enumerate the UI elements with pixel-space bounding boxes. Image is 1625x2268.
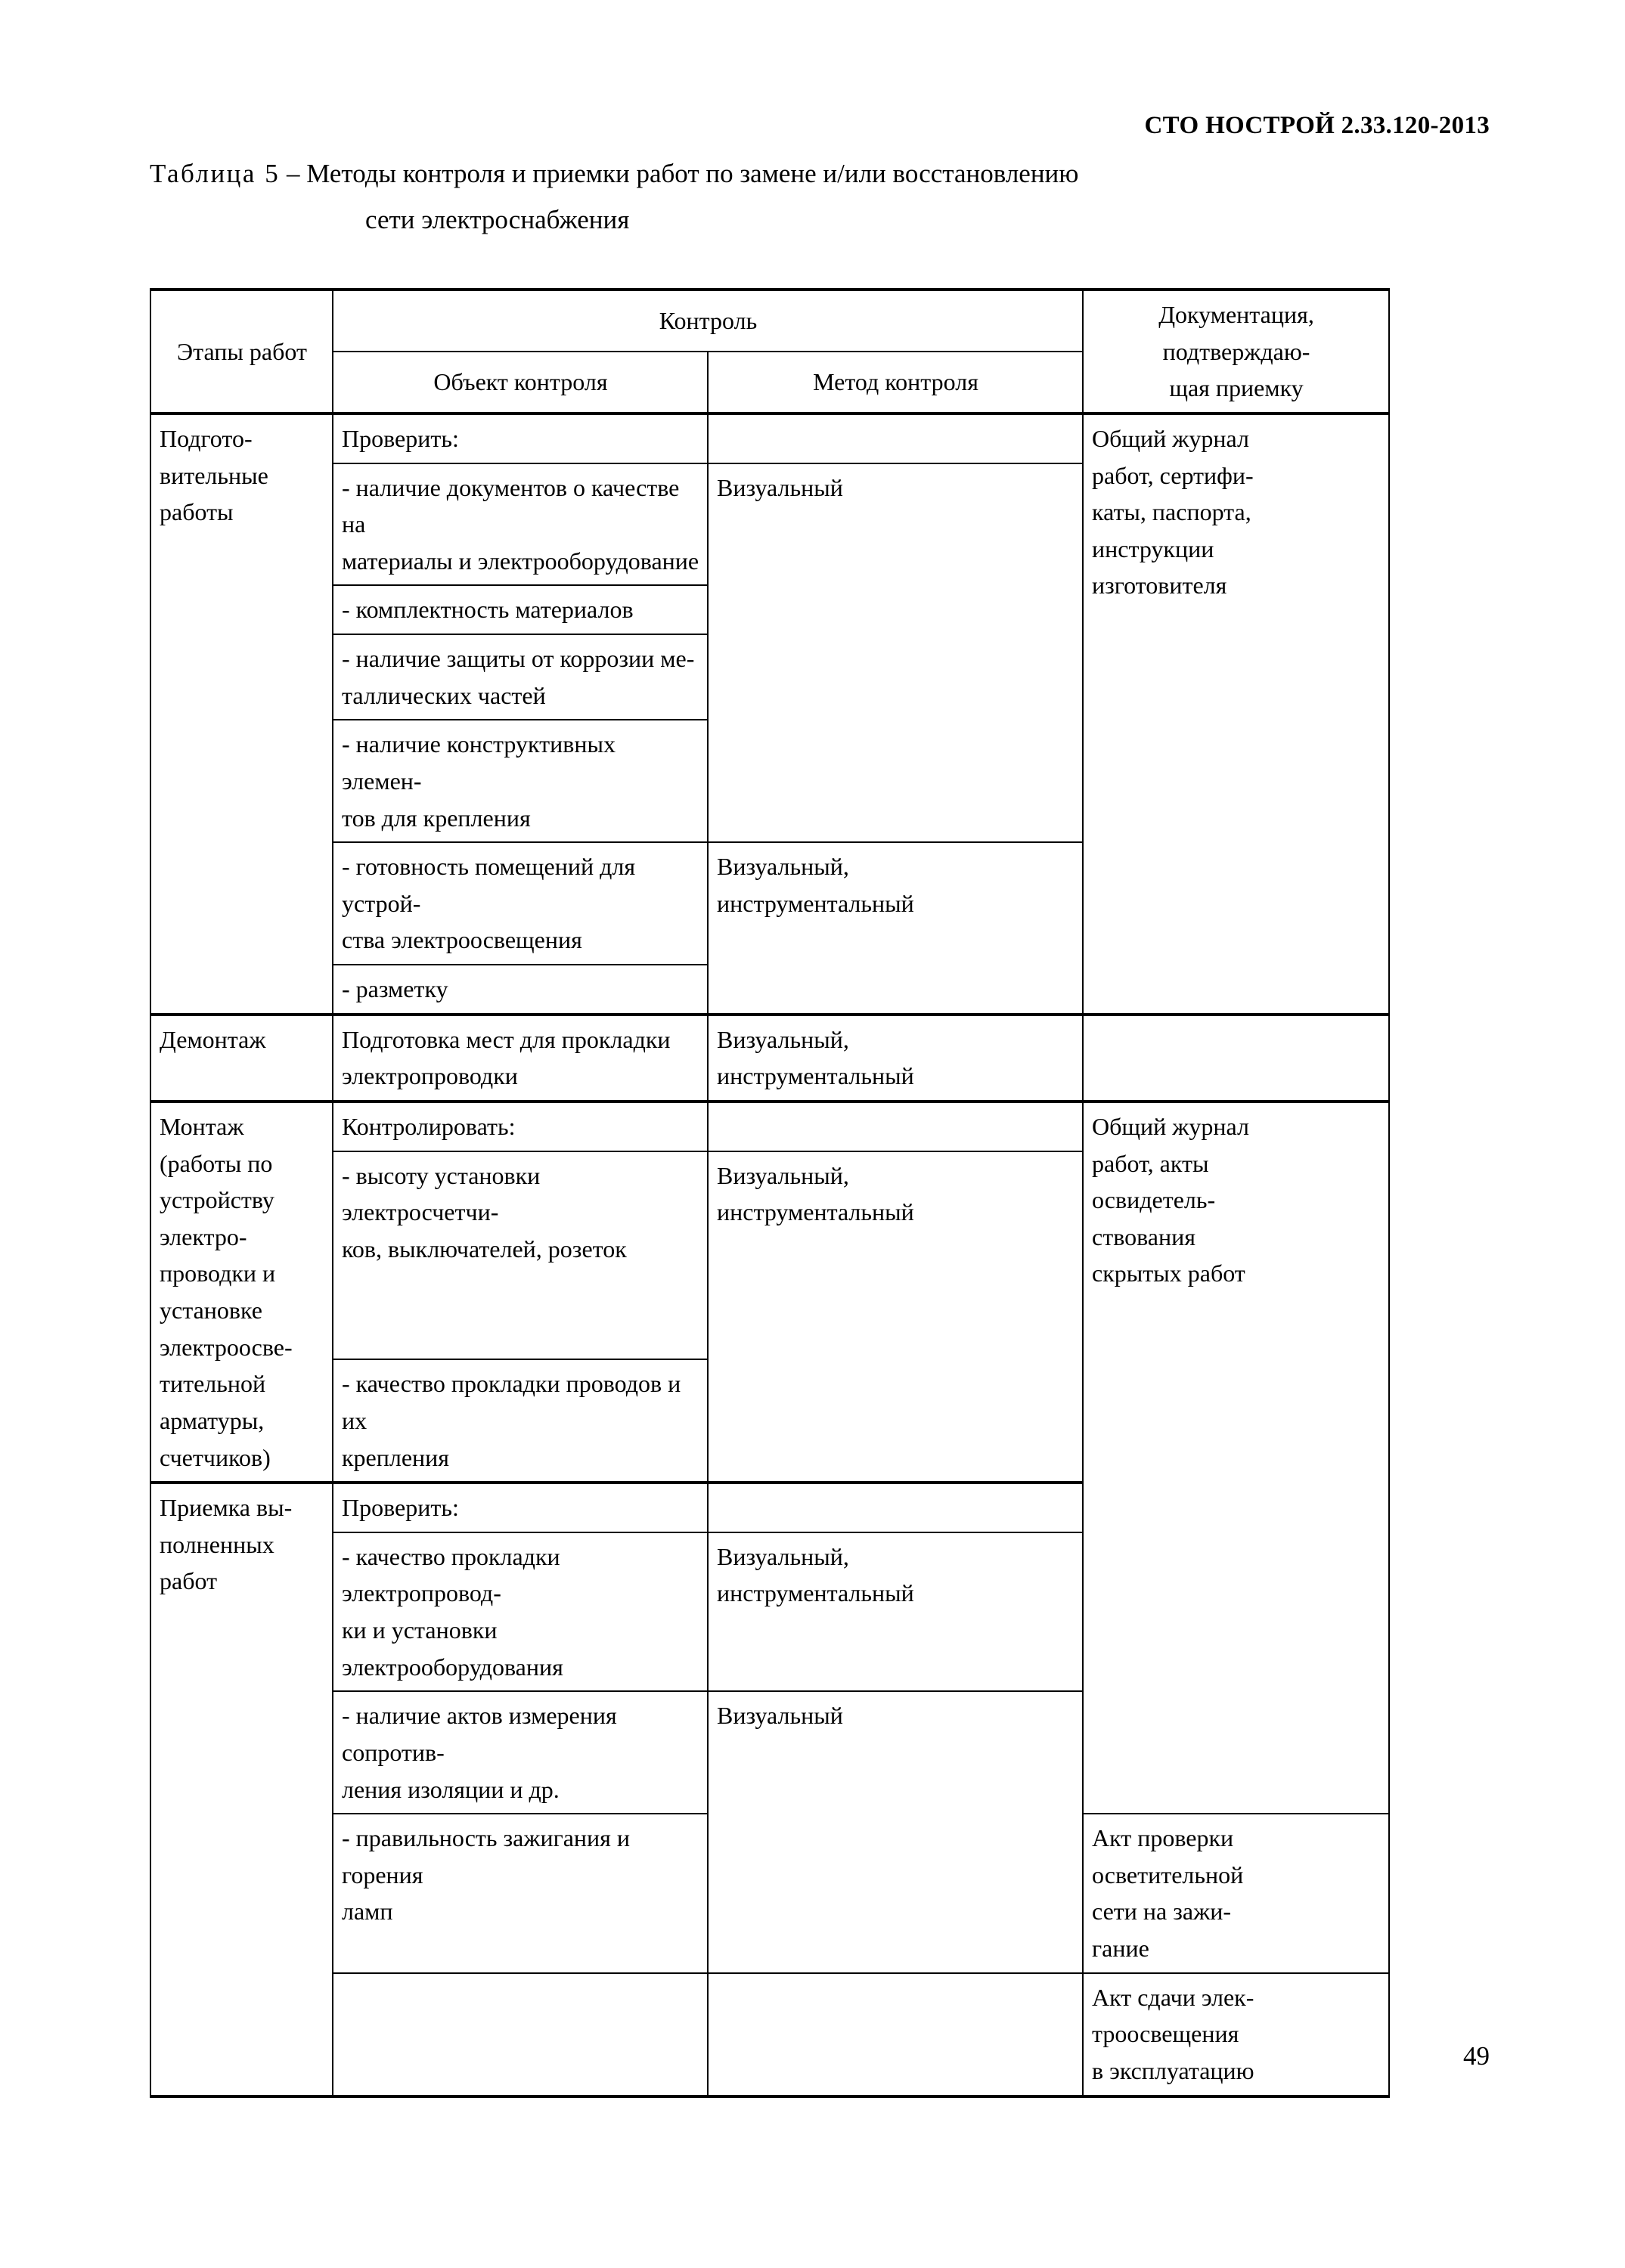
table-row bbox=[150, 1015, 1389, 1101]
cell-object: - наличие документов о качестве на материалы и электрооборудование bbox=[333, 463, 708, 586]
header-row-1 bbox=[150, 290, 1389, 352]
cell-method: Визуальный bbox=[708, 463, 1083, 843]
cell-stage: Демонтаж bbox=[150, 1015, 333, 1101]
cell-object: Контролировать: bbox=[333, 1101, 708, 1151]
table-caption bbox=[150, 160, 1511, 233]
cell-stage: Монтаж (работы по устройству электро- проводки и установке электроосве- тительной арматуры, счетчиков) bbox=[150, 1101, 333, 1483]
cell-object: - качество прокладки проводов и их крепления bbox=[333, 1359, 708, 1483]
cell-doc: Акт сдачи элек- троосвещения в эксплуатацию bbox=[1083, 1973, 1389, 2096]
cell-method bbox=[708, 1483, 1083, 1532]
cell-object: - высоту установки электросчетчи- ков, выключателей, розеток bbox=[333, 1151, 708, 1360]
cell-method: Визуальный, инструментальный bbox=[708, 842, 1083, 1015]
cell-method: Визуальный, инструментальный bbox=[708, 1015, 1083, 1101]
cell-object: - наличие актов измерения сопротив- ления изоляции и др. bbox=[333, 1691, 708, 1814]
table-row bbox=[150, 1973, 1389, 2096]
cell-stage: Приемка вы- полненных работ bbox=[150, 1483, 333, 2096]
cell-method bbox=[708, 414, 1083, 463]
table-row bbox=[150, 414, 1389, 463]
table-5 bbox=[150, 288, 1390, 2098]
caption-line2: сети электроснабжения bbox=[365, 205, 630, 234]
cell-object: - наличие защиты от коррозии ме- таллических частей bbox=[333, 634, 708, 720]
cell-object: - готовность помещений для устрой- ства электроосвещения bbox=[333, 842, 708, 965]
cell-object bbox=[333, 1973, 708, 2096]
page-number: 49 bbox=[1463, 2041, 1490, 2071]
cell-object: Подготовка мест для прокладки электропроводки bbox=[333, 1015, 708, 1101]
table-5-wrapper bbox=[150, 288, 1390, 2098]
caption-label: Таблица 5 bbox=[150, 159, 281, 188]
cell-method: Визуальный, инструментальный bbox=[708, 1151, 1083, 1483]
running-header: СТО НОСТРОЙ 2.33.120-2013 bbox=[1144, 112, 1490, 139]
cell-doc: Общий журнал работ, сертифи- каты, паспорта, инструкции изготовителя bbox=[1083, 414, 1389, 1015]
cell-method: Визуальный, инструментальный bbox=[708, 1532, 1083, 1692]
cell-doc bbox=[1083, 1015, 1389, 1101]
header-documentation: Документация, подтверждаю- щая приемку bbox=[1083, 290, 1389, 414]
table-header bbox=[150, 290, 1389, 414]
caption-dash: – bbox=[286, 159, 300, 188]
caption-line1: Методы контроля и приемки работ по замене и/или восстановлению bbox=[306, 159, 1079, 188]
table-body bbox=[150, 414, 1389, 2096]
cell-stage: Подгото- вительные работы bbox=[150, 414, 333, 1015]
cell-method: Визуальный bbox=[708, 1691, 1083, 1972]
cell-doc: Общий журнал работ, акты освидетель- ствования скрытых работ bbox=[1083, 1101, 1389, 1814]
header-control-group: Контроль bbox=[333, 290, 1083, 352]
cell-doc: Акт проверки осветительной сети на зажи- гание bbox=[1083, 1814, 1389, 1973]
header-stage: Этапы работ bbox=[150, 290, 333, 414]
cell-object: Проверить: bbox=[333, 414, 708, 463]
cell-object: - наличие конструктивных элемен- тов для крепления bbox=[333, 720, 708, 842]
header-object: Объект контроля bbox=[333, 352, 708, 414]
table-row bbox=[150, 1101, 1389, 1151]
cell-object: - правильность зажигания и горения ламп bbox=[333, 1814, 708, 1973]
cell-method bbox=[708, 1101, 1083, 1151]
cell-object: - разметку bbox=[333, 965, 708, 1015]
header-method: Метод контроля bbox=[708, 352, 1083, 414]
cell-object: - комплектность материалов bbox=[333, 585, 708, 634]
cell-object: Проверить: bbox=[333, 1483, 708, 1532]
cell-object: - качество прокладки электропровод- ки и установки электрооборудования bbox=[333, 1532, 708, 1692]
cell-method bbox=[708, 1973, 1083, 2096]
